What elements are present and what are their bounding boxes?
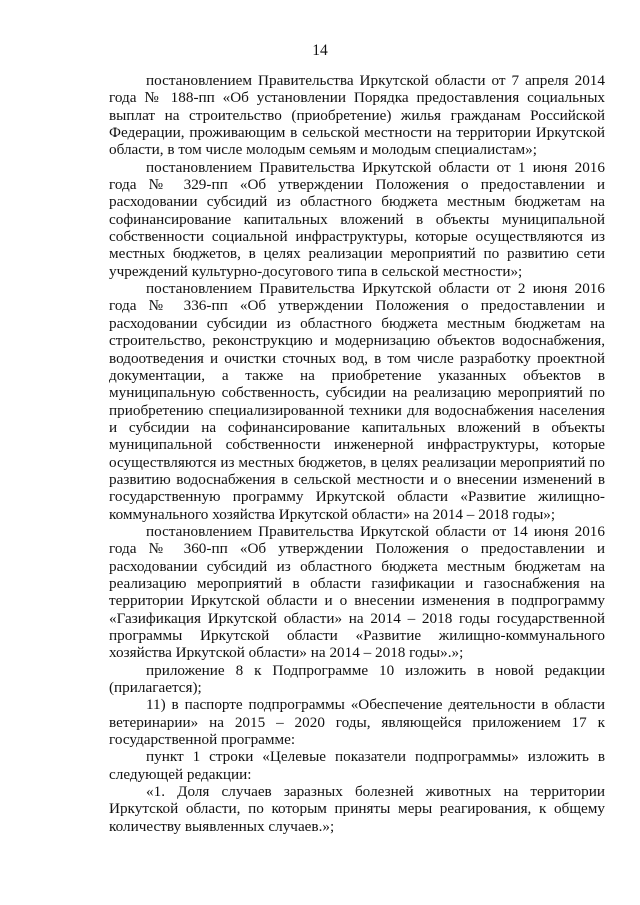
paragraph-point-1: пункт 1 строки «Целевые показатели подпрограммы» изложить в следующей редакции: [109, 748, 605, 783]
paragraph-item-11: 11) в паспорте подпрограммы «Обеспечение деятельности в области ветеринарии» на 2015 – 2020 годы, являющейся приложением 17 к государственной программе: [109, 696, 605, 749]
paragraph-resolution-360pp: постановлением Правительства Иркутской области от 14 июня 2016 года № 360-пп «Об утверждении Положения о предоставлении и расходовании субсидий из областного бюджета местным бюджетам на реализацию мероприятий в области газификации и газоснабжения на территории Иркутской области и о внесении изменения в подпрограмму «Газификация Иркутской области» на 2014 – 2018 годы государственной программы Иркутской области «Развитие жилищно-коммунального хозяйства Иркутской области» на 2014 – 2018 годы».»; [109, 522, 605, 662]
paragraph-appendix-8: приложение 8 к Подпрограмме 10 изложить в новой редакции (прилагается); [109, 661, 605, 697]
document-body [109, 72, 605, 835]
paragraph-resolution-188pp: постановлением Правительства Иркутской области от 7 апреля 2014 года № 188-пп «Об установлении Порядка предоставления социальных выплат на строительство (приобретение) жилья гражданам Российской Федерации, проживающим в сельской местности на территории Иркутской области, в том числе молодым семьям и молодым специалистам»; [109, 72, 605, 159]
paragraph-new-wording: «1. Доля случаев заразных болезней животных на территории Иркутской области, по которым приняты меры реагирования, к общему количеству выявленных случаев.»; [109, 783, 605, 835]
paragraph-resolution-336pp: постановлением Правительства Иркутской области от 2 июня 2016 года № 336-пп «Об утверждении Положения о предоставлении и расходовании субсидии из областного бюджета местным бюджетам на строительство, реконструкцию и модернизацию объектов водоснабжения, водоотведения и очистки сточных вод, в том числе разработку проектной документации, а также на приобретение указанных объектов в муниципальную собственность, субсидии на реализацию мероприятий по приобретению специализированной техники для водоснабжения населения и субсидии на софинансирование капитальных вложений в объекты муниципальной собственности инженерной инфраструктуры, которые осуществляются из местных бюджетов, в целях реализации мероприятий по развитию водоснабжения в сельской местности и о внесении изменений в государственную программу Иркутской области «Развитие жилищно-коммунального хозяйства Иркутской области» на 2014 – 2018 годы»; [109, 280, 605, 523]
page-number: 14 [312, 42, 328, 59]
paragraph-resolution-329pp: постановлением Правительства Иркутской области от 1 июня 2016 года № 329-пп «Об утверждении Положения о предоставлении и расходовании субсидий из областного бюджета местным бюджетам на софинансирование капитальных вложений в объекты муниципальной собственности социальной инфраструктуры, которые осуществляются из местных бюджетов, в целях реализации мероприятий по развитию сети учреждений культурно-досугового типа в сельской местности»; [109, 158, 605, 280]
